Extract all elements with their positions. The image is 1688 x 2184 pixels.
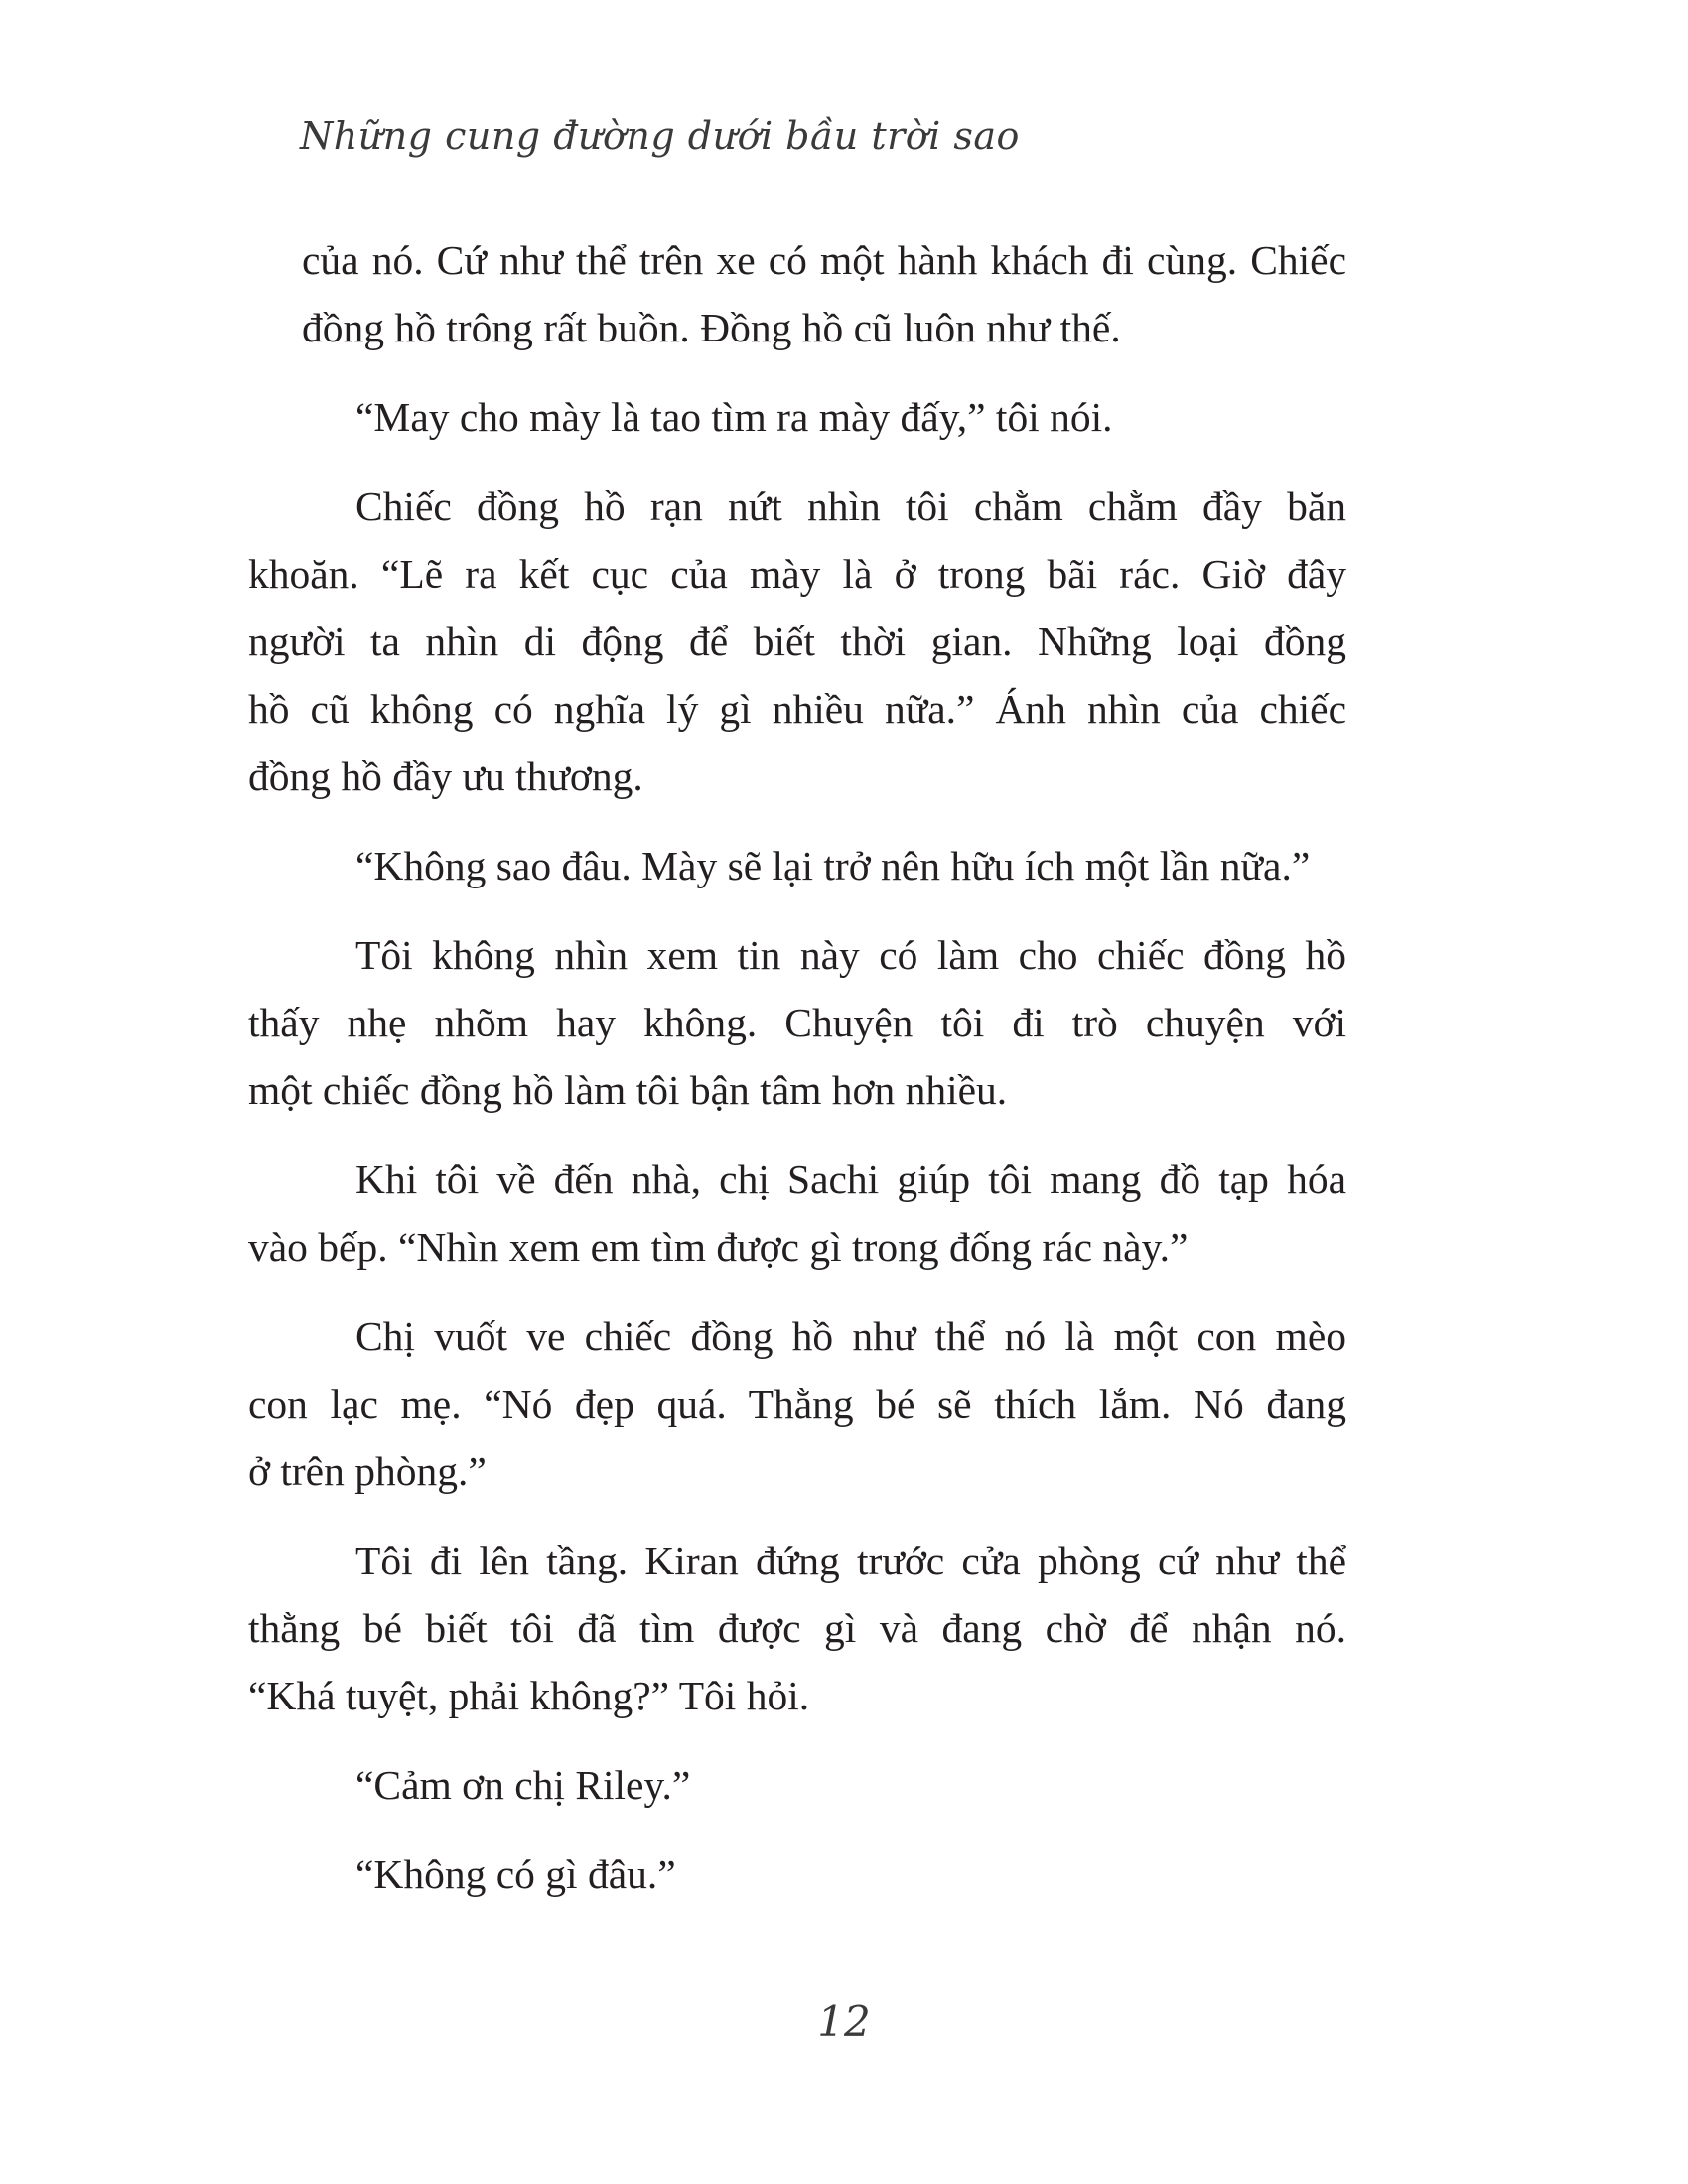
paragraph [302, 1751, 1346, 1819]
text-line: Chiếc đồng hồ rạn nứt nhìn tôi chằm chằm đầy băn [355, 483, 1346, 529]
text-line: Chị vuốt ve chiếc đồng hồ như thể nó là một con mèo [355, 1313, 1346, 1359]
text-line: “May cho mày là tao tìm ra mày đấy,” tôi nói. [355, 394, 1113, 440]
text-line: “Cảm ơn chị Riley.” [355, 1762, 691, 1808]
text-line: một chiếc đồng hồ làm tôi bận tâm hơn nhiều. [248, 1067, 1008, 1113]
text-line: con lạc mẹ. “Nó đẹp quá. Thằng bé sẽ thích lắm. Nó đang [248, 1381, 1346, 1427]
text-line: thấy nhẹ nhõm hay không. Chuyện tôi đi trò chuyện với [248, 1000, 1346, 1045]
text-line: vào bếp. “Nhìn xem em tìm được gì trong đống rác này.” [248, 1224, 1189, 1270]
text-line: hồ cũ không có nghĩa lý gì nhiều nữa.” Ánh nhìn của chiếc [248, 686, 1346, 732]
text-line: “Khá tuyệt, phải không?” Tôi hỏi. [248, 1673, 810, 1718]
text-line: đồng hồ trông rất buồn. Đồng hồ cũ luôn như thế. [302, 305, 1121, 350]
text-line: ở trên phòng.” [248, 1448, 487, 1494]
text-line: Tôi không nhìn xem tin này có làm cho chiếc đồng hồ [355, 932, 1346, 978]
text-line: thằng bé biết tôi đã tìm được gì và đang chờ để nhận nó. [248, 1605, 1346, 1651]
paragraph [302, 832, 1346, 899]
page-number: 12 [817, 1997, 871, 2046]
text-line: của nó. Cứ như thể trên xe có một hành khách đi cùng. Chiếc [302, 237, 1346, 283]
paragraph [248, 921, 1346, 1124]
paragraph [302, 226, 1346, 361]
text-line: khoăn. “Lẽ ra kết cục của mày là ở trong bãi rác. Giờ đây [248, 551, 1346, 597]
paragraph [248, 1146, 1346, 1281]
text-line: đồng hồ đầy ưu thương. [248, 753, 643, 799]
text-line: Khi tôi về đến nhà, chị Sachi giúp tôi mang đồ tạp hóa [355, 1157, 1346, 1202]
paragraph [248, 1527, 1346, 1729]
paragraph [302, 383, 1346, 451]
body-text [248, 226, 1346, 1930]
text-line: Tôi đi lên tầng. Kiran đứng trước cửa phòng cứ như thể [355, 1538, 1346, 1583]
paragraph [302, 1841, 1346, 1908]
paragraph [248, 1302, 1346, 1505]
running-header-title: Những cung đường dưới bầu trời sao [300, 114, 1020, 158]
text-line: “Không có gì đâu.” [355, 1851, 676, 1897]
paragraph [248, 473, 1346, 810]
text-line: người ta nhìn di động để biết thời gian. Những loại đồng [248, 618, 1346, 664]
text-line: “Không sao đâu. Mày sẽ lại trở nên hữu ích một lần nữa.” [355, 843, 1311, 888]
